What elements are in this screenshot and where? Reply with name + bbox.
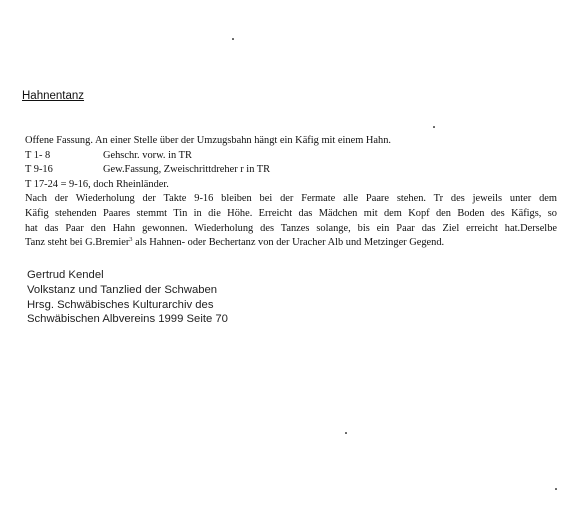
description-line-last [25,236,557,251]
source-publisher: Hrsg. Schwäbisches Kulturarchiv des [27,298,214,311]
source-book-title: Volkstanz und Tanzlied der Schwaben [27,283,218,296]
step-text: Gehschr. vorw. in TR [103,149,192,161]
step-code: T 1- 8 [25,149,51,161]
description-line: hat das Paar den Hahn gewonnen. Wiederholung des Tanzes solange, bis ein Paar das Ziel erreicht hat.Derselbe [25,222,557,234]
source-author: Gertrud Kendel [27,269,104,281]
scan-speck [345,432,347,434]
intro-line: Offene Fassung. An einer Stelle über der Umzugsbahn hängt ein Käfig mit einem Hahn. [25,135,391,146]
step-code: T 9-16 [25,164,53,176]
description-line: Käfig stehenden Paares stemmt Tin in die Höhe. Erreicht das Mädchen mit dem Kopf den Boden des Käfigs, so [25,207,557,219]
reference-text: Tanz steht bei G.Bremier [25,237,130,249]
scan-speck [433,126,435,128]
step-line [25,149,557,164]
description-line: Nach der Wiederholung der Takte 9-16 bleiben bei der Fermate alle Paare stehen. Tr des jeweils unter dem [25,193,557,205]
reference-text-rest: als Hahnen- oder Bechertanz von der Uracher Alb und Metzinger Gegend. [132,237,445,249]
source-publisher-detail: Schwäbischen Albvereins 1999 Seite 70 [27,313,228,326]
step-line [25,163,557,178]
repeat-line: T 17-24 = 9-16, doch Rheinländer. [25,178,169,190]
page-title: Hahnentanz [22,90,85,102]
step-text: Gew.Fassung, Zweischrittdreher r in TR [103,164,271,176]
scan-speck [555,488,557,490]
dance-description [25,134,557,251]
scan-speck [232,38,234,40]
source-citation [27,268,228,327]
footnote-mark: 3 [129,236,133,244]
